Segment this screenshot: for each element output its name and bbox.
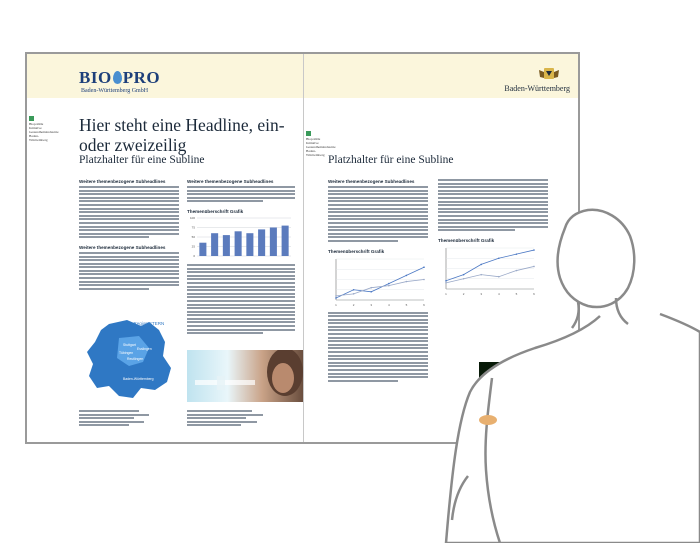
biopro-logo: BIO PRO — [79, 68, 161, 87]
subheadline: Weitere themenbezogene Subheadlines — [328, 179, 415, 184]
subline: Platzhalter für eine Subline — [79, 154, 205, 166]
y-tick-label: 25 — [191, 244, 195, 249]
tag-line: Gesundheitsindustrie — [306, 145, 336, 149]
chart-title: Themenüberschrift Grafik — [187, 208, 244, 214]
headline: Hier steht eine Headline, ein- oder zweizeilig — [79, 115, 285, 155]
map-title: BioRegion STERN — [127, 321, 165, 326]
tag-line: Biopolitik — [29, 122, 44, 126]
y-tick-label: 0 — [193, 253, 195, 258]
x-tick-label: 4 — [497, 291, 500, 296]
y-tick-label: 50 — [191, 234, 195, 239]
person-head — [558, 210, 635, 307]
city-label: Reutlingen — [127, 357, 144, 361]
biopro-logo-tagline: Baden-Württemberg GmbH — [81, 88, 149, 94]
city-label: Stuttgart — [123, 343, 136, 347]
x-tick-label: 6 — [423, 302, 425, 307]
x-tick-label: 1 — [335, 302, 337, 307]
x-tick-label: 5 — [515, 291, 518, 296]
city-label: Baden-Württemberg — [123, 377, 154, 381]
name-badge — [479, 415, 497, 425]
tag-line: Initiative — [306, 141, 319, 145]
state-name: Baden-Württemberg — [504, 84, 570, 93]
x-tick-label: 5 — [405, 302, 408, 307]
tag-line: Gesundheitsindustrie — [29, 130, 59, 134]
x-tick-label: 6 — [533, 291, 535, 296]
subheadline: Weitere themenbezogene Subheadlines — [187, 179, 274, 184]
city-label: Esslingen — [137, 347, 152, 351]
x-tick-label: 3 — [480, 291, 483, 296]
tag-line: Baden-Württemberg — [29, 134, 48, 142]
chart-title: Themenüberschrift Grafik — [328, 248, 385, 254]
subheadline: Weitere themenbezogene Subheadlines — [79, 244, 166, 250]
city-label: Tübingen — [119, 351, 134, 355]
x-tick-label: 2 — [352, 302, 355, 307]
subheadline: Weitere themenbezogene Subheadlines — [79, 179, 166, 184]
x-tick-label: 4 — [387, 302, 390, 307]
tag-line: Initiative — [29, 126, 42, 130]
tag-line: Biopolitik — [306, 137, 321, 141]
x-tick-label: 2 — [462, 291, 465, 296]
chart-title: Themenüberschrift Grafik — [438, 237, 495, 243]
x-tick-label: 1 — [445, 291, 447, 296]
y-tick-label: 75 — [191, 225, 195, 230]
person-body — [446, 314, 700, 543]
tag-line: Baden-Württemberg — [306, 149, 325, 157]
y-tick-label: 100 — [189, 215, 195, 220]
subline: Platzhalter für eine Subline — [328, 154, 454, 166]
x-tick-label: 3 — [370, 302, 373, 307]
